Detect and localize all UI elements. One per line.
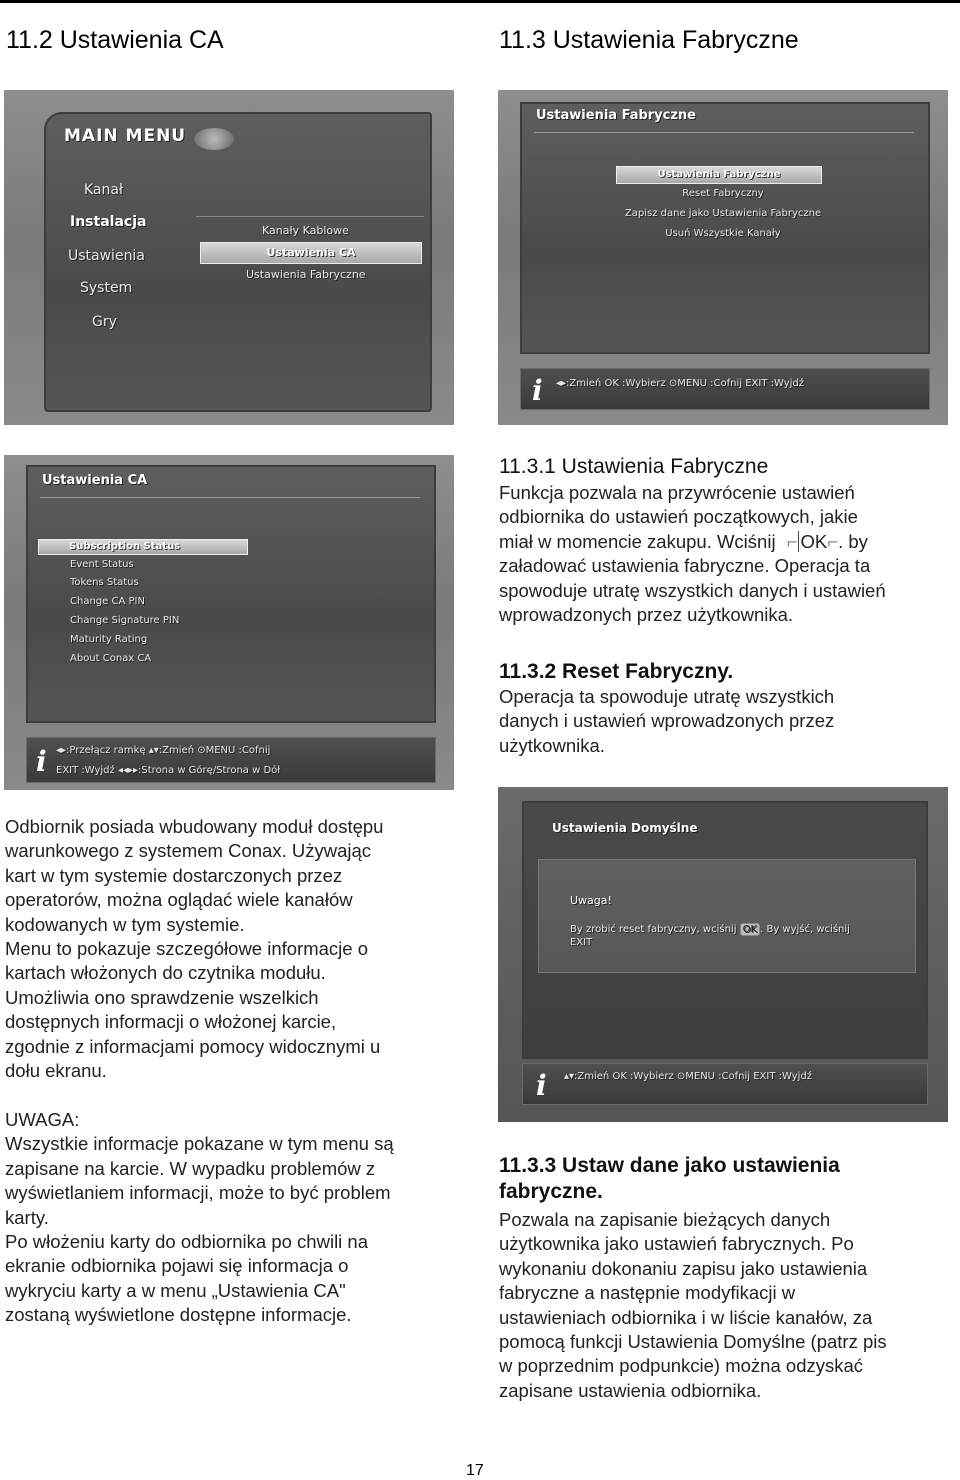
factory-item-zapisz: Zapisz dane jako Ustawienia Fabryczne — [624, 208, 822, 219]
ca-item-change-ca-pin: Change CA PIN — [70, 596, 145, 607]
ca-item-tokens-status: Tokens Status — [70, 577, 139, 588]
defaults-warning: Uwaga! — [570, 894, 612, 907]
left-column-paragraph-1: Odbiornik posiada wbudowany moduł dostępu warunkowego z systemem Conax. Używając kart w tym systemie dostarczonych przez operatorów, można oglądać wiele kanałów kodowanych w tym systemie. Menu to pokazuje szczegółowe informacje o kartach włożonych do czytnika modułu. Umożliwia ono sprawdzenie wszelkich dostępnych informacji o włożonej karcie, zgodnie z informacjami pomocy widocznymi u dołu ekranu. — [5, 816, 384, 1082]
section-11-3-1-body: Funkcja pozwala na przywrócenie ustawień odbiornika do ustawień początkowych, jakie miał w momencie zakupu. Wciśnij ⌐ OK⌐. by załadować ustawienia fabryczne. Operacja ta spowoduje utratę wszystkich danych i ustawień wprowadzonych przez użytkownika. — [499, 482, 886, 626]
factory-settings-screenshot — [498, 90, 948, 425]
ca-help-bar — [26, 737, 436, 783]
satellite-icon — [194, 128, 234, 150]
page-number: 17 — [466, 1462, 484, 1479]
ca-help-line-1: ◂▸:Przełącz ramkę ▴▾:Zmień ⊙MENU :Cofnij — [56, 745, 271, 756]
info-icon: i — [536, 1069, 547, 1102]
section-11-3-2-body: Operacja ta spowoduje utratę wszystkich danych i ustawień wprowadzonych przez użytkownika. — [499, 686, 835, 756]
ca-item-maturity-rating: Maturity Rating — [70, 634, 148, 645]
left-column-paragraph-2: UWAGA: Wszystkie informacje pokazane w tym menu są zapisane na karcie. W wypadku problemów z wyświetlaniem informacji, może to być problem karty. Po włożeniu karty do odbiornika po chwili na ekranie odbiornika pojawi się informacja o wykryciu karty a w menu „Ustawienia CA" zostaną wyświetlone dostępne informacje. — [5, 1109, 394, 1326]
defaults-message: By zrobić reset fabryczny, wciśnij OK . By wyjść, wciśnij — [570, 924, 850, 935]
ca-item-about-conax: About Conax CA — [70, 653, 152, 664]
section-11-3-2-title: 11.3.2 Reset Fabryczny. — [499, 660, 734, 683]
submenu-item-kanaly-kablowe: Kanały Kablowe — [262, 224, 349, 237]
defaults-help-text: ▴▾:Zmień OK :Wybierz ⊙MENU :Cofnij EXIT :Wyjdź — [564, 1071, 813, 1082]
defaults-screen-title: Ustawienia Domyślne — [552, 821, 698, 835]
defaults-help-bar — [522, 1063, 928, 1105]
ca-help-line-2: EXIT :Wyjdź ◂◂▸▸:Strona w Górę/Strona w Dół — [56, 765, 281, 776]
main-menu-item-instalacja: Instalacja — [70, 214, 147, 230]
defaults-exit-key: EXIT — [570, 937, 593, 948]
ca-item-event-status: Event Status — [70, 559, 134, 570]
ca-settings-screenshot — [4, 455, 454, 790]
section-11-3-1-title: 11.3.1 Ustawienia Fabryczne — [499, 455, 769, 478]
submenu-item-ustawienia-ca: Ustawienia CA — [200, 242, 422, 264]
factory-help-bar — [520, 368, 930, 410]
section-11-3-3-body: Pozwala na zapisanie bieżących danych użytkownika jako ustawień fabrycznych. Po wykonaniu dokonaniu zapisu jako ustawienia fabryczne a następnie modyfikacji w ustawieniach odbiornika i w liście kanałów, za pomocą funkcji Ustawienia Domyślne (patrz pis w poprzednim podpunkcie) można odzyskać zapisane ustawienia odbiornika. — [499, 1209, 887, 1401]
main-menu-screenshot — [4, 90, 454, 425]
heading-11-3: 11.3 Ustawienia Fabryczne — [499, 26, 799, 54]
submenu-item-ustawienia-fabryczne: Ustawienia Fabryczne — [246, 268, 366, 281]
factory-item-ustawienia-fabryczne: Ustawienia Fabryczne — [616, 166, 822, 184]
main-menu-item-gry: Gry — [92, 314, 117, 330]
main-menu-item-ustawienia: Ustawienia — [68, 248, 145, 264]
section-11-3-3-title: 11.3.3 Ustaw dane jako ustawienia fabryczne. — [499, 1154, 840, 1203]
ca-item-change-signature-pin: Change Signature PIN — [70, 615, 180, 626]
top-rule — [0, 0, 960, 3]
factory-screen-title: Ustawienia Fabryczne — [536, 108, 696, 123]
ok-label: OK — [798, 531, 828, 552]
factory-help-text: ◂▸:Zmień OK :Wybierz ⊙MENU :Cofnij EXIT :Wyjdź — [556, 378, 805, 389]
info-icon: i — [36, 745, 47, 778]
main-menu-item-system: System — [80, 280, 133, 296]
heading-11-2: 11.2 Ustawienia CA — [6, 26, 224, 54]
factory-item-reset: Reset Fabryczny — [682, 188, 764, 199]
factory-item-usun: Usuń Wszystkie Kanały — [665, 228, 781, 239]
main-menu-title: MAIN MENU — [64, 126, 187, 146]
ca-item-subscription-status: Subscription Status — [38, 539, 248, 555]
default-settings-screenshot — [498, 787, 948, 1122]
info-icon: i — [532, 374, 543, 407]
ca-screen-title: Ustawienia CA — [42, 473, 148, 488]
main-menu-item-kanal: Kanał — [84, 182, 123, 198]
